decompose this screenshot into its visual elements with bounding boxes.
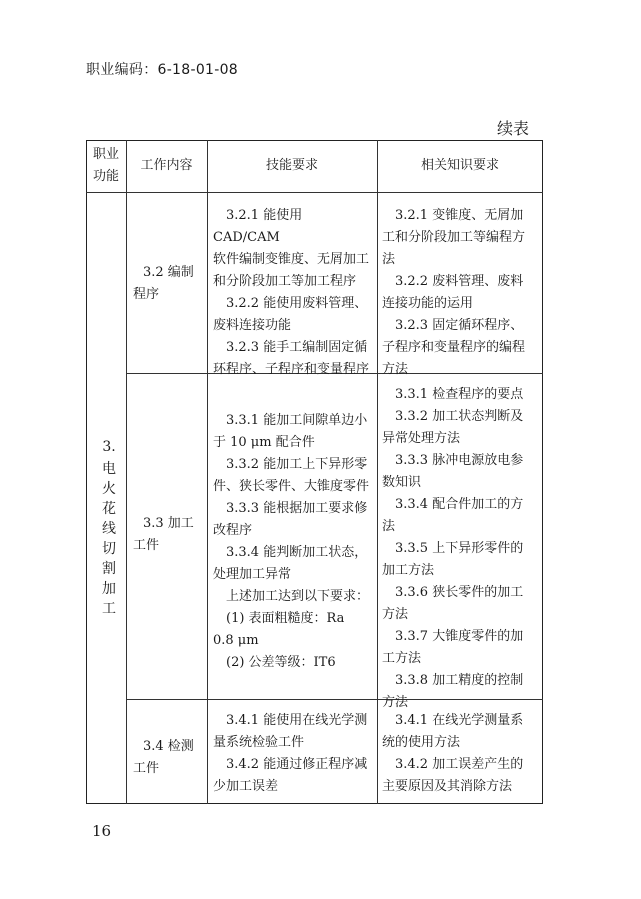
cell-line: 3.3.3 能根据加工要求修 [226, 501, 368, 516]
cell-line: 3.3.2 加工状态判断及 [395, 409, 524, 424]
cell-line: 改程序 [213, 523, 253, 538]
cell-line: 3.3.1 能加工间隙单边小 [226, 413, 368, 428]
function-label-char: 工 [102, 601, 116, 617]
cell-line: 工件 [133, 761, 160, 776]
cell-line: 3.3 加工 [143, 516, 194, 531]
cell-line: 3.3.5 上下异形零件的 [395, 541, 524, 556]
cell-line: 3.2.3 能手工编制固定循 [226, 340, 368, 355]
col-divider-1 [126, 140, 127, 804]
cell-line: 量系统检验工件 [213, 735, 305, 750]
cell-line: 法 [382, 252, 396, 267]
cell-line: 工方法 [382, 651, 422, 666]
cell-line: 上述加工达到以下要求： [226, 589, 370, 604]
cell-line: 数知识 [382, 475, 422, 490]
header-skills: 技能要求 [265, 158, 318, 173]
cell-line: 3.3.1 检查程序的要点 [395, 387, 524, 402]
knowledge-3-4 [382, 710, 540, 798]
cell-line: (1) 表面粗糙度：Ra [226, 611, 345, 626]
function-label-char: 加 [102, 581, 116, 597]
continued-label: 续表 [497, 119, 530, 138]
cell-line: 3.3.3 脉冲电源放电参 [395, 453, 524, 468]
cell-line: 主要原因及其消除方法 [382, 779, 513, 794]
cell-line: 加工方法 [382, 563, 435, 578]
cell-line: 3.4.1 在线光学测量系 [395, 713, 524, 728]
work-content-3-4 [133, 736, 203, 780]
cell-line: 子程序和变量程序的编程 [382, 340, 526, 355]
cell-line: 方法 [382, 362, 409, 377]
cell-line: 统的使用方法 [382, 735, 461, 750]
cell-line: 0.8 μm [213, 633, 259, 648]
cell-line: 3.2.2 能使用废料管理、 [226, 296, 368, 311]
cell-line: 法 [382, 519, 396, 534]
knowledge-3-3 [382, 384, 540, 714]
skills-3-2 [213, 205, 373, 381]
cell-line: 3.2.1 能使用 CAD/CAM [213, 208, 303, 245]
col-divider-3 [377, 140, 378, 804]
cell-line: 3.4 检测 [143, 739, 194, 754]
header-work-content: 工作内容 [140, 158, 193, 173]
cell-line: 3.4.1 能使用在线光学测 [226, 713, 368, 728]
work-content-3-3 [133, 513, 203, 557]
function-label-char: 线 [102, 521, 116, 537]
header-knowledge: 相关知识要求 [420, 158, 499, 173]
cell-line: 3.2.2 废料管理、废料 [395, 274, 524, 289]
cell-line: 3.3.7 大锥度零件的加 [395, 629, 524, 644]
skills-3-4 [213, 710, 373, 798]
function-label-char: 切 [102, 541, 116, 557]
header-divider [86, 192, 543, 193]
cell-line: 3.3.4 能判断加工状态， [226, 545, 368, 560]
cell-line: 方法 [382, 695, 409, 710]
cell-line: 工和分阶段加工等编程方 [382, 230, 526, 245]
cell-line: 和分阶段加工等加工程序 [213, 274, 357, 289]
work-content-3-2 [133, 262, 203, 306]
occupation-code: 职业编码：6-18-01-08 [86, 62, 239, 78]
cell-line: 于 10 μm 配合件 [213, 435, 315, 450]
cell-line: 3.3.2 能加工上下异形零 [226, 457, 368, 472]
cell-line: 3.3.4 配合件加工的方 [395, 497, 524, 512]
cell-line: 3.3.8 加工精度的控制 [395, 673, 524, 688]
cell-line: (2) 公差等级：IT6 [226, 655, 336, 670]
function-label-char: 3. [102, 439, 116, 455]
page-number: 16 [92, 822, 112, 840]
col-divider-2 [207, 140, 208, 804]
cell-line: 环程序、子程序和变量程序 [213, 362, 370, 377]
cell-line: 3.2.1 变锥度、无屑加 [395, 208, 524, 223]
cell-line: 处理加工异常 [213, 567, 292, 582]
cell-line: 3.4.2 能通过修正程序减 [226, 757, 368, 772]
cell-line: 程序 [133, 287, 160, 302]
function-label-char: 割 [102, 561, 116, 577]
function-label-char: 火 [102, 481, 116, 497]
skills-3-3 [213, 410, 373, 674]
cell-line: 件、狭长零件、大锥度零件 [213, 479, 370, 494]
cell-line: 软件编制变锥度、无屑加工 [213, 252, 370, 267]
cell-line: 3.4.2 加工误差产生的 [395, 757, 524, 772]
function-label-char: 花 [102, 501, 116, 517]
cell-line: 3.3.6 狭长零件的加工 [395, 585, 524, 600]
function-label [96, 437, 122, 619]
function-label-char: 电 [102, 461, 116, 477]
knowledge-3-2 [382, 205, 540, 381]
cell-line: 方法 [382, 607, 409, 622]
header-function: 职业 功能 [92, 147, 119, 184]
cell-line: 3.2 编制 [143, 265, 194, 280]
cell-line: 连接功能的运用 [382, 296, 474, 311]
cell-line: 少加工误差 [213, 779, 279, 794]
cell-line: 工件 [133, 538, 160, 553]
cell-line: 废料连接功能 [213, 318, 292, 333]
cell-line: 3.2.3 固定循环程序、 [395, 318, 524, 333]
cell-line: 异常处理方法 [382, 431, 461, 446]
